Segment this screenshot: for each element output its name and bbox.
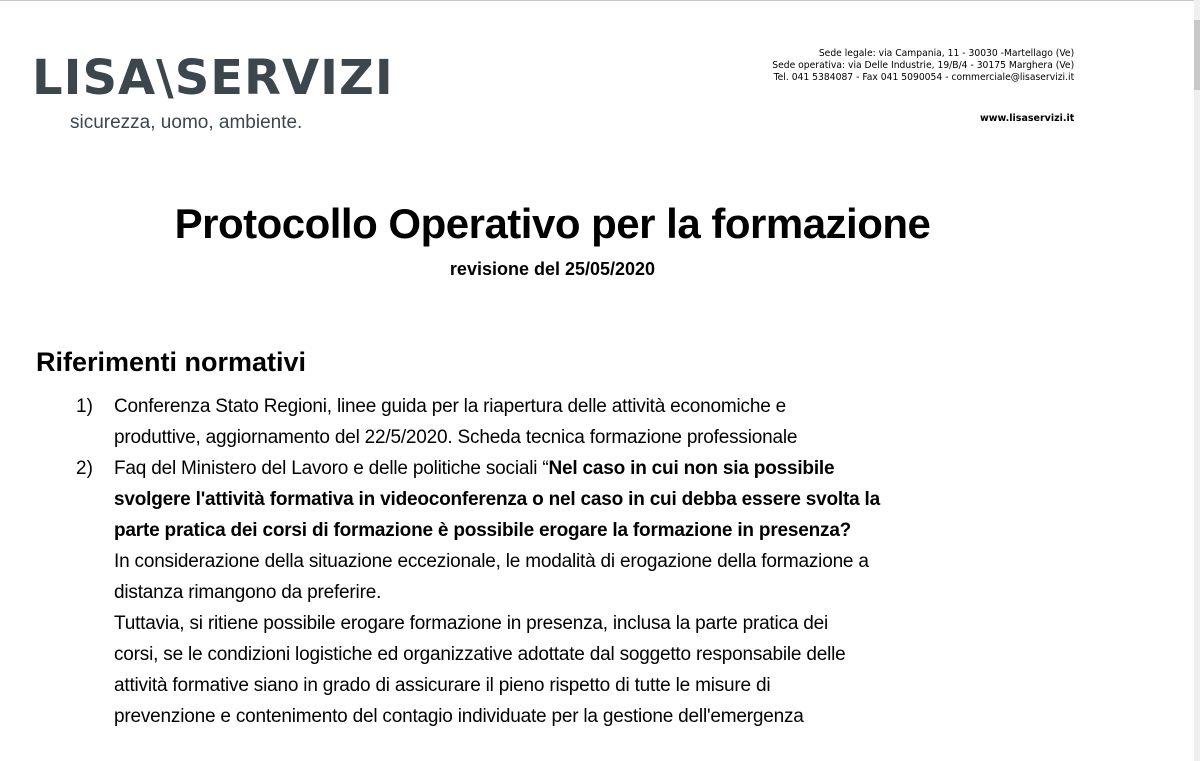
vertical-scrollbar[interactable]	[1194, 0, 1200, 761]
top-border	[0, 0, 1200, 1]
document-revision: revisione del 25/05/2020	[449, 259, 656, 279]
item-text-bold: svolgere l'attività formativa in videoconferenza o nel caso in cui debba essere svolta la	[114, 489, 880, 510]
item-number: 2)	[76, 458, 93, 479]
item-text: attività formative siano in grado di assicurare il pieno rispetto di tutte le misure di	[114, 675, 771, 696]
list-item-continuation	[0, 701, 1180, 732]
contact-legal-address: Sede legale: via Campania, 11 - 30030 -Martellago (Ve)	[818, 48, 1074, 59]
list-item-continuation	[0, 577, 1180, 608]
item-text-bold: parte pratica dei corsi di formazione è possibile erogare la formazione in presenza?	[114, 520, 852, 541]
contact-operative-address: Sede operativa: via Delle Industrie, 19/B/4 - 30175 Marghera (Ve)	[772, 60, 1074, 71]
website-link[interactable]: www.lisaservizi.it	[979, 113, 1074, 124]
item-text-normal: Faq del Ministero del Lavoro e delle politiche sociali “	[114, 458, 549, 479]
section-heading: Riferimenti normativi	[36, 347, 307, 377]
list-item	[0, 391, 1180, 422]
company-logo	[32, 50, 402, 134]
item-number: 1)	[76, 396, 93, 417]
item-text: Tuttavia, si ritiene possibile erogare formazione in presenza, inclusa la parte pratica dei	[114, 613, 829, 634]
contact-info	[772, 48, 1074, 84]
list-item-continuation	[0, 639, 1180, 670]
item-text: produttive, aggiornamento del 22/5/2020. Scheda tecnica formazione professionale	[114, 427, 798, 448]
list-item-continuation	[0, 608, 1180, 639]
item-text: In considerazione della situazione eccezionale, le modalità di erogazione della formazione a	[114, 551, 869, 572]
item-text: prevenzione e contenimento del contagio individuate per la gestione dell'emergenza	[114, 706, 804, 727]
references-list	[0, 391, 1180, 732]
item-text: Conferenza Stato Regioni, linee guida per la riapertura delle attività economiche e	[114, 396, 787, 417]
item-text-bold: Nel caso in cui non sia possibile	[548, 458, 835, 479]
list-item-continuation	[0, 546, 1180, 577]
logo-tagline: sicurezza, uomo, ambiente.	[70, 112, 303, 133]
scrollbar-thumb[interactable]	[1194, 20, 1200, 90]
item-text: corsi, se le condizioni logistiche ed organizzative adottate dal soggetto responsabile delle	[114, 644, 846, 665]
list-item-continuation	[0, 422, 1180, 453]
contact-phone-email: Tel. 041 5384087 - Fax 041 5090054 - commerciale@lisaservizi.it	[773, 72, 1074, 83]
logo-wordmark: LISA\SERVIZI	[32, 50, 394, 106]
document-title: Protocollo Operativo per la formazione	[174, 200, 931, 247]
list-item-continuation	[0, 515, 1180, 546]
list-item	[0, 453, 1180, 484]
item-text	[114, 453, 834, 484]
list-item-continuation	[0, 484, 1180, 515]
list-item-continuation	[0, 670, 1180, 701]
item-text: distanza rimangono da preferire.	[114, 582, 382, 603]
